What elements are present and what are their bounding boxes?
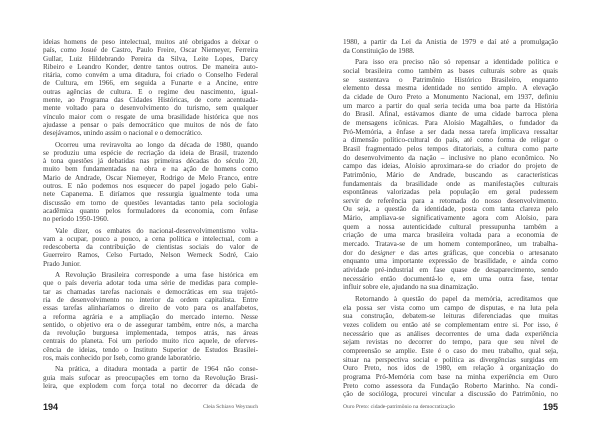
text-line: essas tarefas alinharíamos o direito de voto para os analfabetos, bbox=[43, 304, 258, 313]
text-line: situar na perspectiva social e política as divergências surgidas em bbox=[343, 355, 558, 364]
text-line: vam a ocupar, pouco a pouco, a cena política e intelectual, com a bbox=[43, 234, 258, 243]
text-line: Guerreiro Ramos, Celso Furtado, Nelson Werneck Sodré, Caio bbox=[43, 251, 258, 260]
page-number: 194 bbox=[43, 402, 59, 412]
text-line: dor do designer e das artes gráficas, que concebia o artesanato bbox=[343, 248, 558, 257]
text-line: Na prática, a ditadura montada a partir de 1964 não conse- bbox=[55, 365, 258, 374]
text-line: da cidade de Ouro Preto a Monumento Nacional, em 1937, definiu bbox=[343, 92, 558, 101]
text-line: à tona questões já debatidas nas primeiras décadas do século 20, bbox=[43, 157, 258, 166]
text-line: de mensagens icônicas. Para Aloísio Magalhães, o fundador da bbox=[343, 118, 558, 127]
text-line: no período 1950-1960. bbox=[43, 215, 109, 224]
text-line: redescoberta da contribuição de cientistas sociais do valor de bbox=[43, 243, 258, 252]
text-line: influir sobre ele, ajudando na sua dinamização. bbox=[343, 283, 479, 292]
running-head-author: Cleia Schiavo Weyrauch bbox=[202, 404, 258, 410]
text-line: Patrimônio, Mário de Andrade, buscando as características bbox=[343, 170, 558, 179]
text-line: ção de socióloga, procurei vincular a discussão do Patrimônio, no bbox=[343, 390, 558, 399]
paragraph bbox=[43, 271, 258, 362]
text-line: Mario de Andrade, Oscar Niemeyer, Rodrigo de Melo Franco, entre bbox=[43, 173, 258, 182]
text-line: Brasil fragmentado pelos tempos ditatoriais, a cultura como parte bbox=[343, 144, 558, 153]
text-line: tar as chamadas tarefas nacionais e democráticas em sua trajetó- bbox=[43, 287, 258, 296]
paragraph bbox=[343, 38, 558, 55]
right-page bbox=[300, 0, 600, 439]
text-line: necessário que as análises decorrentes de uma dada experiência bbox=[343, 329, 558, 338]
text-line: que o país deveria adotar toda uma série de medidas para comple- bbox=[43, 279, 258, 288]
text-line: discussão em torno de questões levantadas tanto pela sociologia bbox=[43, 198, 258, 207]
text-line: fundamentais da brasilidade onde as manifestações culturais bbox=[343, 179, 558, 188]
text-line: centrais do planeta. Foi um período muito rico aquele, de eferves- bbox=[43, 337, 258, 346]
text-line: elemento dessa mesma identidade no sentido amplo. A elevação bbox=[343, 84, 558, 93]
paragraph bbox=[43, 227, 258, 268]
text-line: Ou seja, a questão da identidade, posta com tanta clareza pelo bbox=[343, 205, 558, 214]
text-line: 1980, a partir da Lei da Anistia de 1979 e daí até a promulgação bbox=[343, 38, 558, 46]
text-line: ideias homens de peso intelectual, muitos até obrigados a deixar o bbox=[43, 38, 258, 46]
body-text bbox=[43, 38, 258, 393]
text-line: Pró-Memória, a ênfase a ser dada nessa tarefa implicava ressaltar bbox=[343, 127, 558, 136]
text-line: Ribeiro e Leandro Konder, dentre tantos outros. De maneira auto- bbox=[43, 62, 258, 71]
text-line: da revolução burguesa implementada, tempos atrás, nas áreas bbox=[43, 329, 258, 338]
text-line: A Revolução Brasileira corresponde a uma fase histórica em bbox=[55, 271, 258, 280]
text-line: servir de referência para a retomada do nosso desenvolvimento. bbox=[343, 196, 558, 205]
text-line: sejam revistas no decorrer do tempo, para que seu nível de bbox=[343, 338, 558, 347]
page-footer bbox=[43, 402, 258, 414]
text-line: acadêmica quanto pelos formuladores da economia, com ênfase bbox=[43, 206, 258, 215]
text-line: social brasileira como também as bases culturais sobre as quais bbox=[343, 66, 558, 75]
text-line: vínculo maior com o resgate de uma brasilidade histórica que nos bbox=[43, 112, 258, 121]
text-line: de Cultura, em 1966, em seguida a Funarte e a Ancine, entre bbox=[43, 79, 258, 88]
paragraph bbox=[343, 295, 558, 399]
text-line: a dimensão político-cultural do país, até como forma de religar o bbox=[343, 136, 558, 145]
text-line: outras agências de cultura. E o regime deu nascimento, igual- bbox=[43, 87, 258, 96]
text-line: mente, ao Programa das Cidades Históricas, de corte acentuada- bbox=[43, 96, 258, 105]
text-line: do desenvolvimento da nação – inclusive no plano econômico. No bbox=[343, 153, 558, 162]
text-line: do Brasil. Afinal, estávamos diante de uma cidade barroca plena bbox=[343, 110, 558, 119]
text-line: cência de ideias, tendo o Instituto Superior de Estudos Brasilei- bbox=[43, 345, 258, 354]
text-line: Prado Junior. bbox=[43, 259, 81, 268]
text-line: mente voltado para o desenvolvimento do turismo, sem qualquer bbox=[43, 104, 258, 113]
text-line: Ocorreu uma reviravolta ao longo da década de 1980, quando bbox=[55, 140, 258, 149]
text-line: ria de desenvolvimento no interior da ordem capitalista. Entre bbox=[43, 295, 258, 304]
emphasis: designer bbox=[370, 248, 396, 257]
text-line: desejávamos, unindo assim o nacional e o democrático. bbox=[43, 129, 203, 138]
text-line: compreensão se amplie. Este é o caso do meu trabalho, qual seja, bbox=[343, 346, 558, 355]
text-line: ros, mais conhecido por Iseb, como grande laboratório. bbox=[43, 353, 202, 362]
text-line: necessário então documentá-lo e, em uma outra fase, tentar bbox=[343, 274, 558, 283]
text-line: Retornando à questão do papel da memória, acreditamos que bbox=[355, 295, 558, 304]
text-line: país, como Josué de Castro, Paulo Freire, Oscar Niemeyer, Ferreira bbox=[43, 46, 258, 55]
text-line: ritária, como convém a uma ditadura, foi criado o Conselho Federal bbox=[43, 71, 258, 80]
text-line: nete Capanema. E diríamos que ressurgia igualmente toda uma bbox=[43, 190, 258, 199]
running-head-title: Ouro Preto: cidade-patrimônio na democratização bbox=[343, 404, 455, 410]
text-line: da Constituição de 1988. bbox=[343, 46, 415, 55]
text-line: vezes colidem ou então até se complementam entre si. Por isso, é bbox=[343, 321, 558, 329]
text-line: enquanto uma importante expressão de brasilidade, e ainda como bbox=[343, 257, 558, 266]
text-line: atividade pré-industrial em fase quase de desaparecimento, sendo bbox=[343, 266, 558, 275]
page-number: 195 bbox=[542, 402, 558, 412]
text-line: muito bem fundamentadas na obra e na ação de homens como bbox=[43, 165, 258, 174]
text-line: espontâneas valorizadas pela população em geral pudessem bbox=[343, 188, 558, 197]
paragraph bbox=[43, 38, 258, 138]
text-line: Ouro Preto, nos idos de 1980, em relação à organização do bbox=[343, 364, 558, 373]
text-line: Gullar, Luiz Hildebrando Pereira da Silva, Leite Lopes, Darcy bbox=[43, 54, 258, 63]
text-line: ajudasse a pensar o país democrático que muitos de nós de fato bbox=[43, 120, 258, 129]
page-footer bbox=[343, 402, 558, 414]
text-line: ela possa ser vista como um campo de disputas, e na luta pela bbox=[343, 303, 558, 312]
text-line: Para isso era preciso não só repensar a identidade política e bbox=[355, 58, 558, 67]
text-line: Mário, ampliava-se significativamente agora com Aloísio, para bbox=[343, 214, 558, 223]
text-line: sua construção, debatem-se leituras diferenciadas que muitas bbox=[343, 312, 558, 321]
text-line: Vale dizer, os embates do nacional-desenvolvimentismo volta- bbox=[55, 226, 258, 235]
text-line: outros. E não podemos nos esquecer do papel jogado pelo Gabi- bbox=[43, 182, 258, 191]
text-line: quem a nossa autenticidade cultural pressupunha também a bbox=[343, 222, 558, 231]
text-line: sentido, o objetivo era o de assegurar também, entre nós, a marcha bbox=[43, 320, 258, 329]
text-line: campo das ideias, Aloísio aproximara-se do criador do projeto de bbox=[343, 162, 558, 171]
text-line: programa Pró-Memória com base na minha experiência em Ouro bbox=[343, 372, 558, 381]
text-line: mercado. Tratava-se de um homem contemporâneo, um trabalha- bbox=[343, 240, 558, 249]
text-line: leira, que explodem com força total no decorrer da década de bbox=[43, 381, 258, 390]
text-line: Preto como assessora da Fundação Roberto Marinho. Na condi- bbox=[343, 381, 558, 390]
paragraph bbox=[343, 58, 558, 292]
paragraph bbox=[43, 365, 258, 390]
paragraph bbox=[43, 141, 258, 224]
text-line: a reforma agrária e a ampliação do mercado interno. Nesse bbox=[43, 312, 258, 321]
text-line: se produziu uma espécie de recriação da ideia de Brasil, trazendo bbox=[43, 148, 258, 157]
text-line: se sustentava o Patrimônio Histórico Brasileiro, enquanto bbox=[343, 75, 558, 84]
text-line: um marco a partir do qual seria tecida uma boa parte da História bbox=[343, 101, 558, 110]
text-line: criação de uma marca brasileira voltada para a economia de bbox=[343, 231, 558, 240]
text-line: guia mais sufocar as preocupações em torno da Revolução Brasi- bbox=[43, 373, 258, 382]
body-text bbox=[343, 38, 558, 402]
